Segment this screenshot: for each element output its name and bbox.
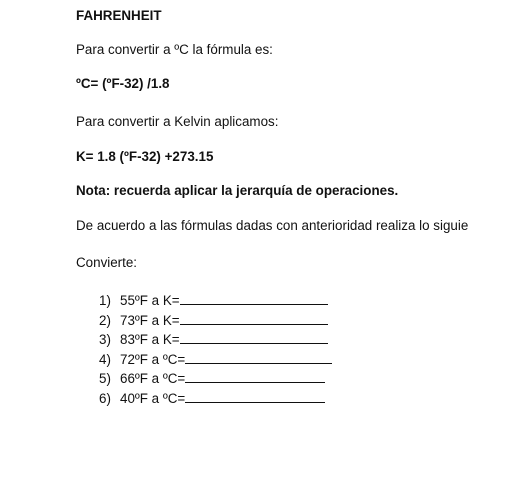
answer-blank[interactable] [185,369,325,383]
convert-label: Convierte: [76,255,138,270]
answer-blank[interactable] [185,350,332,364]
exercise-text: 55ºF a K= [120,293,180,308]
list-item [99,389,332,409]
answer-blank[interactable] [180,330,328,344]
answer-blank[interactable] [185,389,325,403]
celsius-formula: ºC= (ºF-32) /1.8 [76,76,170,91]
note: Nota: recuerda aplicar la jerarquía de operaciones. [76,183,399,198]
exercise-text: 72ºF a ºC= [120,351,186,367]
exercise-text: 66ºF a ºC= [120,371,186,386]
celsius-intro: Para convertir a ºC la fórmula es: [76,42,273,57]
exercise-number: 4) [99,351,111,367]
list-item [99,291,332,311]
list-item [99,330,332,350]
exercise-number: 3) [99,332,111,347]
instruction: De acuerdo a las fórmulas dadas con anterioridad realiza lo siguie [76,218,469,233]
list-item [99,369,332,389]
exercise-text: 73ºF a K= [120,312,180,328]
answer-blank[interactable] [180,311,328,325]
exercise-number: 1) [99,293,111,308]
list-item [99,350,332,370]
document-title: FAHRENHEIT [76,8,162,23]
exercise-number: 6) [99,390,111,406]
list-item [99,311,332,331]
answer-blank[interactable] [180,291,328,305]
exercise-number: 2) [99,312,111,328]
exercise-number: 5) [99,371,111,386]
exercise-list [99,291,332,408]
kelvin-formula: K= 1.8 (ºF-32) +273.15 [76,149,214,164]
exercise-text: 40ºF a ºC= [120,390,186,406]
kelvin-intro: Para convertir a Kelvin aplicamos: [76,114,279,129]
exercise-text: 83ºF a K= [120,332,180,347]
